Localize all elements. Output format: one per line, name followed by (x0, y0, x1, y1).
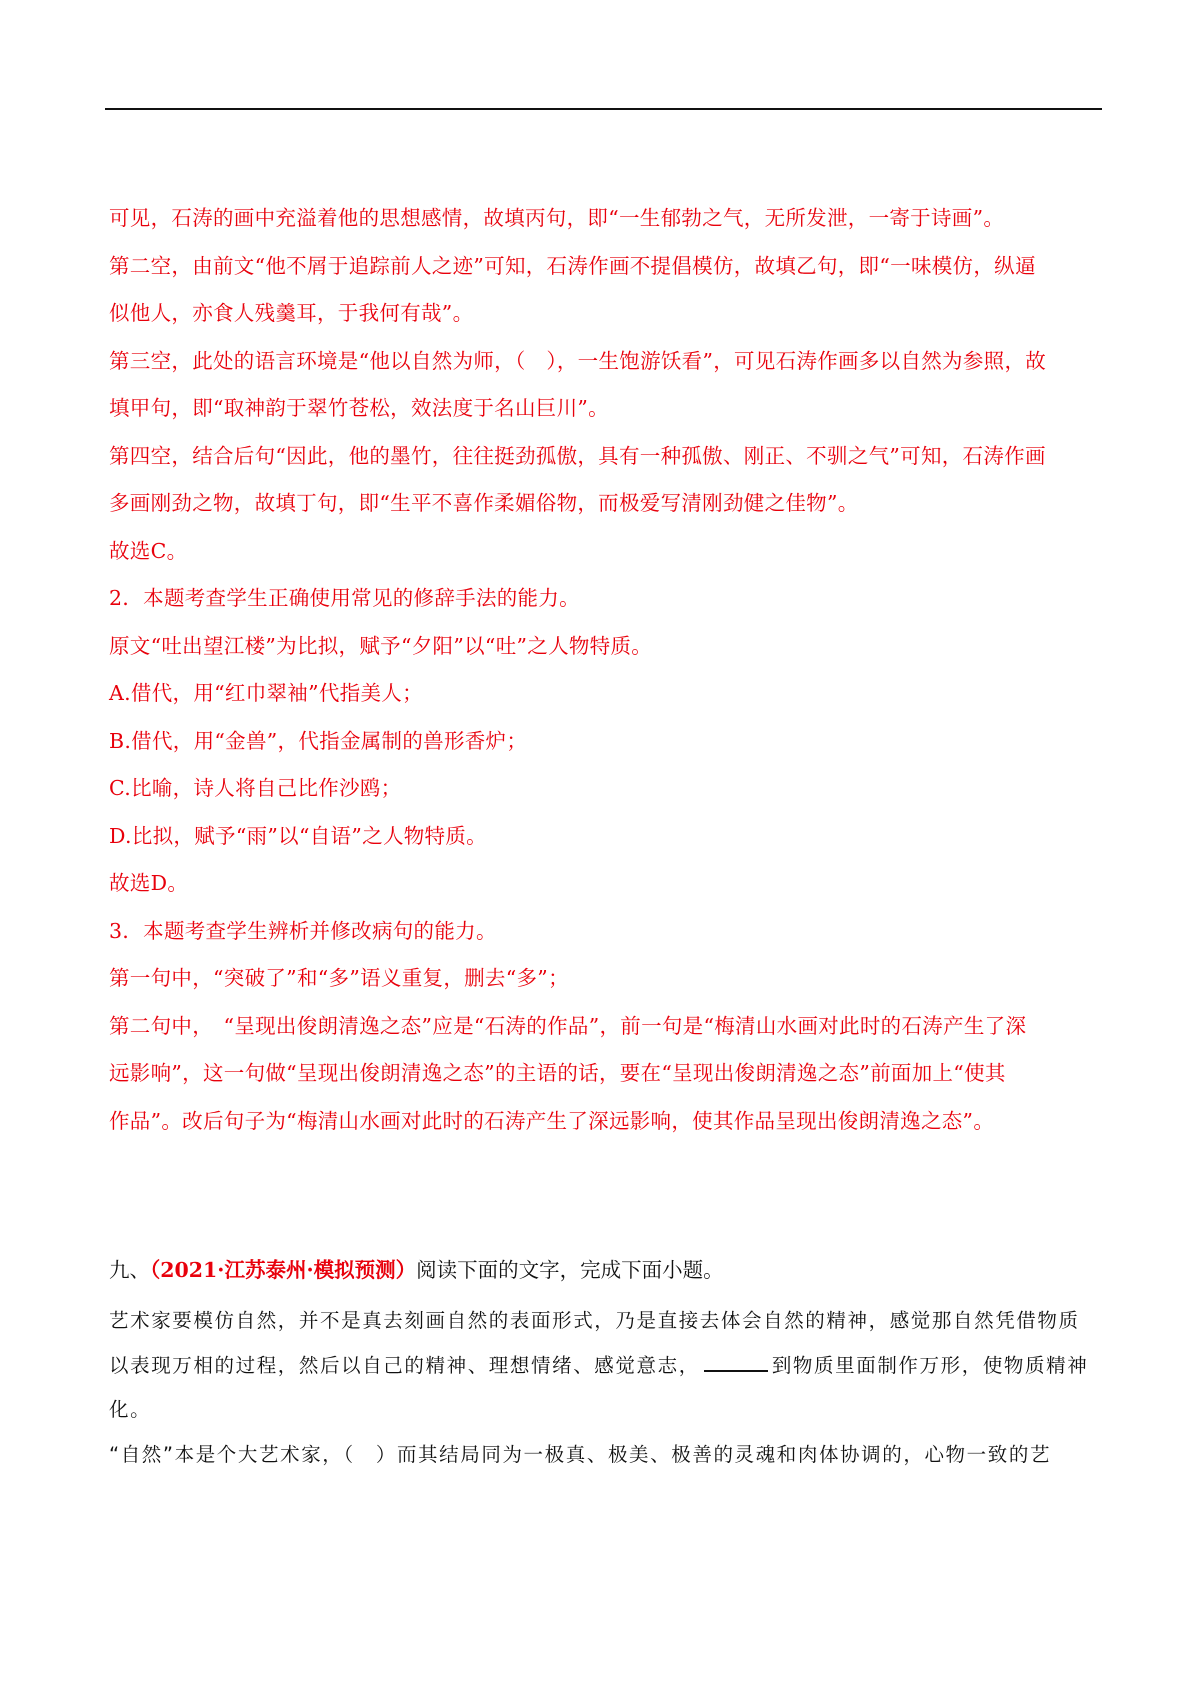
question-number: 九、 (109, 1258, 150, 1282)
answer-line: 第二空，由前文“他不屑于追踪前人之迹”可知，石涛作画不提倡模仿，故填乙句，即“一味模仿，纵逼 (109, 253, 1036, 278)
fill-in-blank (704, 1350, 768, 1372)
answer-line: D.比拟，赋予“雨”以“自语”之人物特质。 (109, 823, 487, 848)
answer-line: C.比喻，诗人将自己比作沙鸥； (109, 776, 402, 800)
passage-line: 艺术家要模仿自然，并不是真去刻画自然的表面形式，乃是直接去体会自然的精神，感觉那自然凭借物质 (109, 1309, 1080, 1332)
answer-line: 3．本题考查学生辨析并修改病句的能力。 (109, 918, 497, 943)
question-instruction: 阅读下面的文字，完成下面小题。 (416, 1258, 724, 1282)
answer-line: 作品”。改后句子为“梅清山水画对此时的石涛产生了深远影响，使其作品呈现出俊朗清逸之态”。 (109, 1108, 995, 1133)
passage-text: 到物质里面制作万形，使物质精神 (771, 1353, 1089, 1377)
question-heading (109, 1255, 1099, 1285)
answer-line: 故选C。 (109, 538, 188, 563)
answer-line: 多画刚劲之物，故填丁句，即“生平不喜作柔媚俗物，而极爱写清刚劲健之佳物”。 (109, 491, 859, 515)
answer-line: 填甲句，即“取神韵于翠竹苍松，效法度于名山巨川”。 (109, 396, 609, 420)
answer-line: 第二句中， “呈现出俊朗清逸之态”应是“石涛的作品”，前一句是“梅清山水画对此时的石涛产生了深 (109, 1013, 1027, 1038)
header-rule (105, 108, 1102, 110)
passage-line: “自然”本是个大艺术家，（ ）而其结局同为一极真、极美、极善的灵魂和肉体协调的，心物一致的艺 (109, 1442, 1052, 1466)
answer-line: 故选D。 (109, 871, 189, 895)
answer-line: 可见，石涛的画中充溢着他的思想感情，故填丙句，即“一生郁勃之气，无所发泄，一寄于诗画”。 (109, 206, 1005, 230)
question-source: （2021·江苏泰州·模拟预测） (150, 1258, 417, 1282)
reading-passage (109, 1299, 1099, 1477)
question-nine (109, 1255, 1099, 1477)
answer-line: 第四空，结合后句“因此，他的墨竹，往往挺劲孤傲，具有一种孤傲、刚正、不驯之气”可知，石涛作画 (109, 443, 1046, 468)
passage-line: 化。 (109, 1398, 152, 1421)
answer-line: B.借代，用“金兽”，代指金属制的兽形香炉； (109, 728, 528, 753)
answer-line: A.借代，用“红巾翠袖”代指美人； (109, 681, 423, 705)
answer-line: 第三空，此处的语言环境是“他以自然为师，（ ），一生饱游饫看”，可见石涛作画多以自然为参照，故 (109, 348, 1047, 373)
passage-text: 以表现万相的过程，然后以自己的精神、理想情绪、感觉意志， (109, 1353, 700, 1377)
passage-line (109, 1344, 1099, 1389)
answer-explanation (109, 195, 1099, 1145)
answer-line: 第一句中，“突破了”和“多”语义重复，删去“多”； (109, 966, 569, 990)
answer-line: 2．本题考查学生正确使用常见的修辞手法的能力。 (109, 586, 580, 610)
answer-line: 似他人，亦食人残羹耳，于我何有哉”。 (109, 301, 474, 325)
answer-line: 原文“吐出望江楼”为比拟，赋予“夕阳”以“吐”之人物特质。 (109, 633, 653, 658)
answer-line: 远影响”，这一句做“呈现出俊朗清逸之态”的主语的话，要在“呈现出俊朗清逸之态”前面加上“使其 (109, 1061, 1006, 1085)
